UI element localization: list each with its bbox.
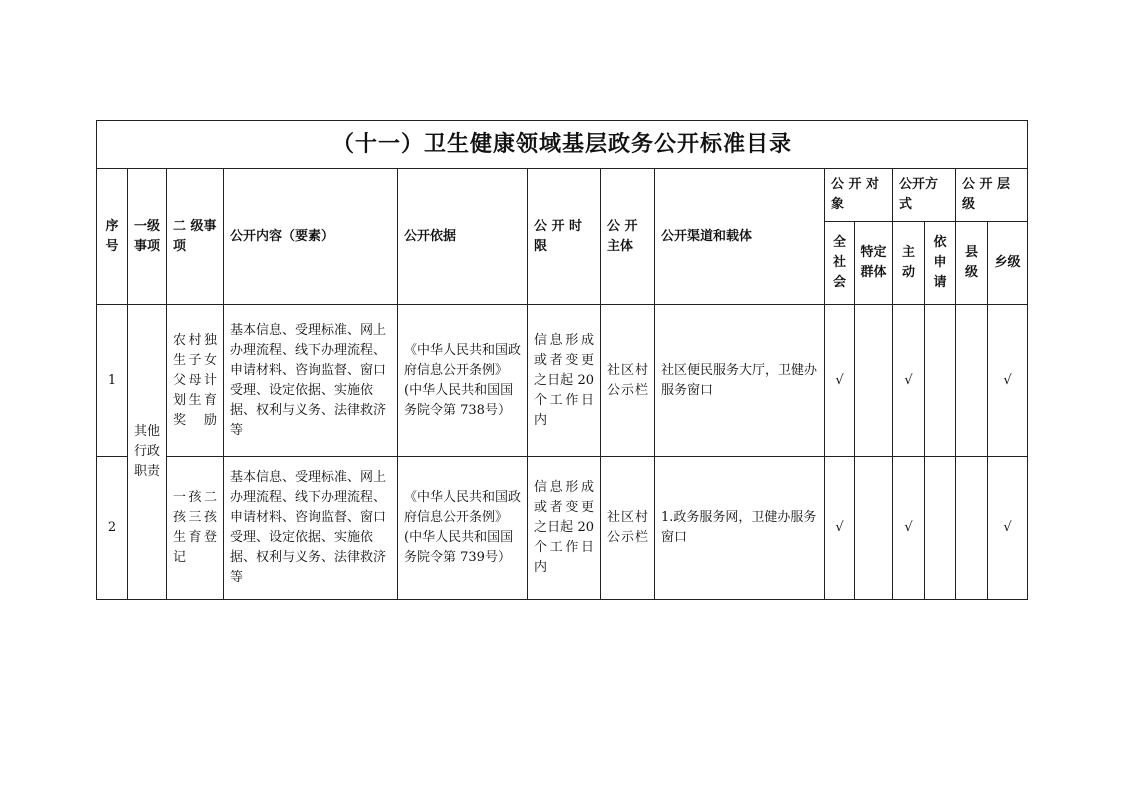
header-method-apply: 依申请 <box>925 222 956 305</box>
table-row <box>97 305 1028 457</box>
row-target-all: √ <box>825 305 855 457</box>
row-method-active: √ <box>893 305 925 457</box>
header-basis: 公开依据 <box>398 169 528 305</box>
row-method-active: √ <box>893 457 925 600</box>
header-method-active: 主动 <box>893 222 925 305</box>
header-subject: 公 开 主体 <box>601 169 655 305</box>
row-content: 基本信息、受理标准、网上办理流程、线下办理流程、申请材料、咨询监督、窗口受理、设定依据、实施依据、权利与义务、法律救济等 <box>224 457 398 600</box>
row-level-county <box>956 305 988 457</box>
row-target-all: √ <box>825 457 855 600</box>
row-level2: 一孩二孩三孩生育登记 <box>167 457 224 600</box>
header-level1: 一级事项 <box>128 169 167 305</box>
row-target-specific <box>855 457 893 600</box>
row-time-limit: 信息形成或者变更之日起 20个工作日内 <box>528 457 601 600</box>
header-content: 公开内容（要素） <box>224 169 398 305</box>
header-method: 公开方式 <box>893 169 956 222</box>
row-level2: 农村独生子女父母计划生育奖励 <box>167 305 224 457</box>
header-level-county: 县级 <box>956 222 988 305</box>
row-basis: 《中华人民共和国政府信息公开条例》(中华人民共和国国务院令第 739号） <box>398 457 528 600</box>
row-seq: 2 <box>97 457 128 600</box>
row-level-township: √ <box>988 305 1028 457</box>
row-subject: 社区村公示栏 <box>601 457 655 600</box>
table-row <box>97 457 1028 600</box>
header-target: 公 开 对象 <box>825 169 893 222</box>
header-seq: 序号 <box>97 169 128 305</box>
row-level-township: √ <box>988 457 1028 600</box>
row-method-apply <box>925 305 956 457</box>
catalog-table <box>96 120 1028 600</box>
header-target-all: 全社会 <box>825 222 855 305</box>
row-channel: 1.政务服务网，卫健办服务窗口 <box>655 457 825 600</box>
row-basis: 《中华人民共和国政府信息公开条例》(中华人民共和国国务院令第 738号） <box>398 305 528 457</box>
page-title: （十一）卫生健康领域基层政务公开标准目录 <box>97 121 1028 169</box>
row-time-limit: 信息形成或者变更之日起 20个工作日内 <box>528 305 601 457</box>
header-level2: 二 级事项 <box>167 169 224 305</box>
row-subject: 社区村公示栏 <box>601 305 655 457</box>
catalog-sheet <box>96 120 1027 600</box>
row-seq: 1 <box>97 305 128 457</box>
row-content: 基本信息、受理标准、网上办理流程、线下办理流程、申请材料、咨询监督、窗口受理、设定依据、实施依据、权利与义务、法律救济等 <box>224 305 398 457</box>
header-time-limit: 公 开 时 限 <box>528 169 601 305</box>
row-level-county <box>956 457 988 600</box>
header-level-township: 乡级 <box>988 222 1028 305</box>
row-method-apply <box>925 457 956 600</box>
row-channel: 社区便民服务大厅，卫健办服务窗口 <box>655 305 825 457</box>
row-target-specific <box>855 305 893 457</box>
row-level1: 其他行政职责 <box>128 305 167 600</box>
header-target-specific: 特定群体 <box>855 222 893 305</box>
header-channel: 公开渠道和载体 <box>655 169 825 305</box>
header-level: 公 开 层级 <box>956 169 1028 222</box>
